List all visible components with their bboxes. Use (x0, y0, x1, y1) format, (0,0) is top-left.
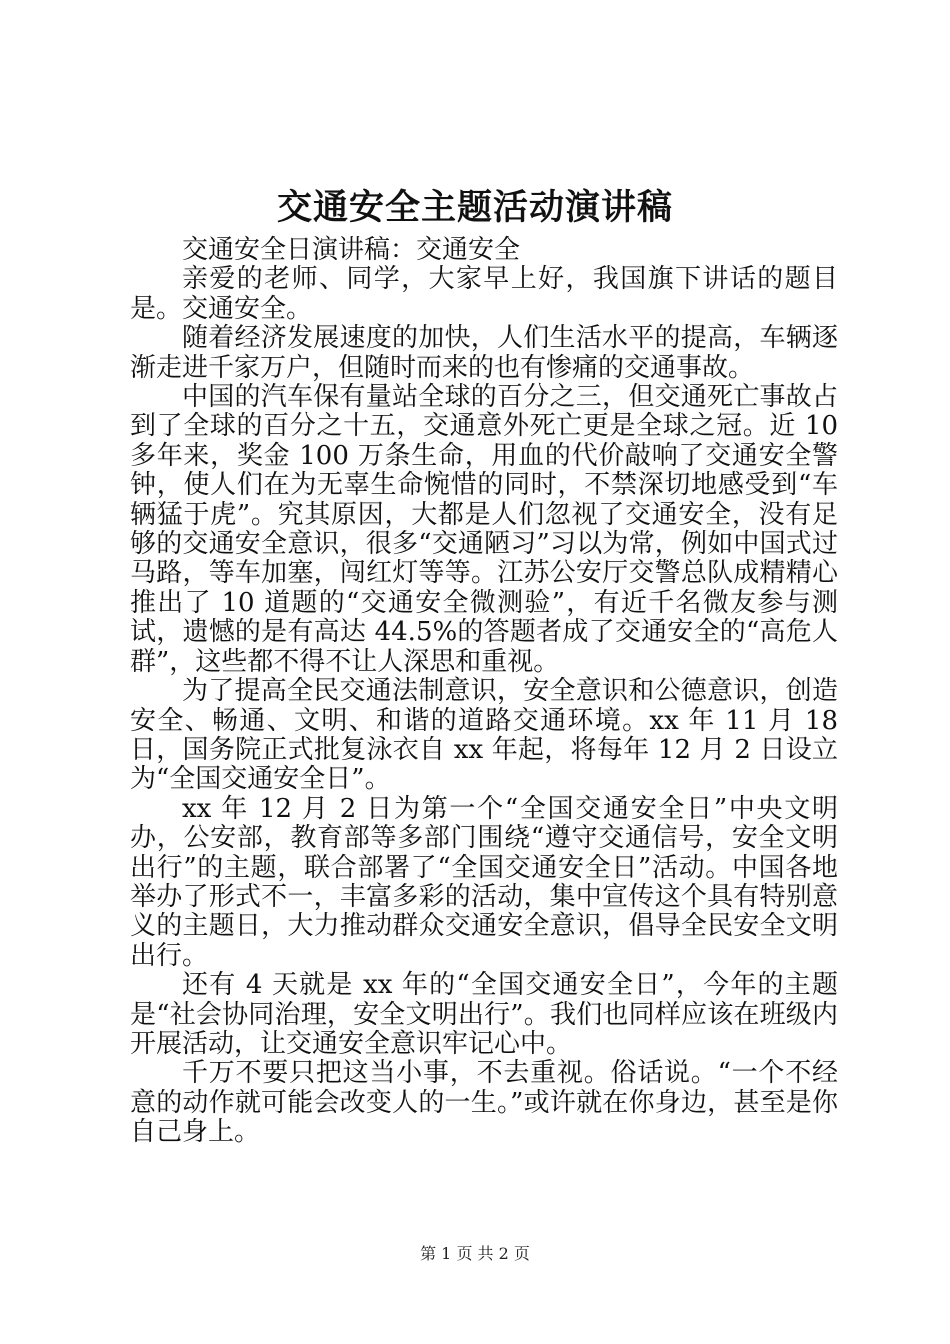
paragraph: xx 年 12 月 2 日为第一个“全国交通安全日”中央文明办，公安部，教育部等多部门围绕“遵守交通信号，安全文明出行”的主题，联合部署了“全国交通安全日”活动。中国各地举办了形式不一，丰富多彩的活动，集中宣传这个具有特别意义的主题日，大力推动群众交通安全意识，倡导全民安全文明出行。 (130, 793, 838, 971)
page-number-footer: 第 1 页 共 2 页 (420, 1244, 530, 1263)
paragraph: 千万不要只把这当小事，不去重视。俗话说。“一个不经意的动作就可能会改变人的一生。”或许就在你身边，甚至是你自己身上。 (130, 1058, 838, 1148)
document-body (130, 236, 838, 1148)
paragraph: 为了提高全民交通法制意识，安全意识和公德意识，创造安全、畅通、文明、和谐的道路交通环境。xx 年 11 月 18 日，国务院正式批复泳衣自 xx 年起，将每年 12 月 2 日设立为“全国交通安全日”。 (130, 676, 838, 795)
paragraph: 中国的汽车保有量站全球的百分之三，但交通死亡事故占到了全球的百分之十五，交通意外死亡更是全球之冠。近 10 多年来，奖金 100 万条生命，用血的代价敲响了交通安全警钟，使人们在为无辜生命惋惜的同时，不禁深切地感受到“车辆猛于虎”。究其原因，大都是人们忽视了交通安全，没有足够的交通安全意识，很多“交通陋习”习以为常，例如中国式过马路，等车加塞，闯红灯等等。江苏公安厅交警总队成精精心推出了 10 道题的“交通安全微测验”，有近千名微友参与测试，遗憾的是有高达 44.5%的答题者成了交通安全的“高危人群”，这些都不得不让人深思和重视。 (130, 382, 838, 677)
paragraph-greeting: 亲爱的老师、同学，大家早上好，我国旗下讲话的题目是。交通安全。 (130, 264, 838, 324)
paragraph: 随着经济发展速度的加快，人们生活水平的提高，车辆逐渐走进千家万户，但随时而来的也有惨痛的交通事故。 (130, 323, 838, 383)
page-title: 交通安全主题活动演讲稿 (276, 187, 673, 228)
paragraph-subtitle: 交通安全日演讲稿：交通安全 (182, 235, 521, 265)
paragraph: 还有 4 天就是 xx 年的“全国交通安全日”，今年的主题是“社会协同治理，安全文明出行”。我们也同样应该在班级内开展活动，让交通安全意识牢记心中。 (130, 970, 838, 1059)
